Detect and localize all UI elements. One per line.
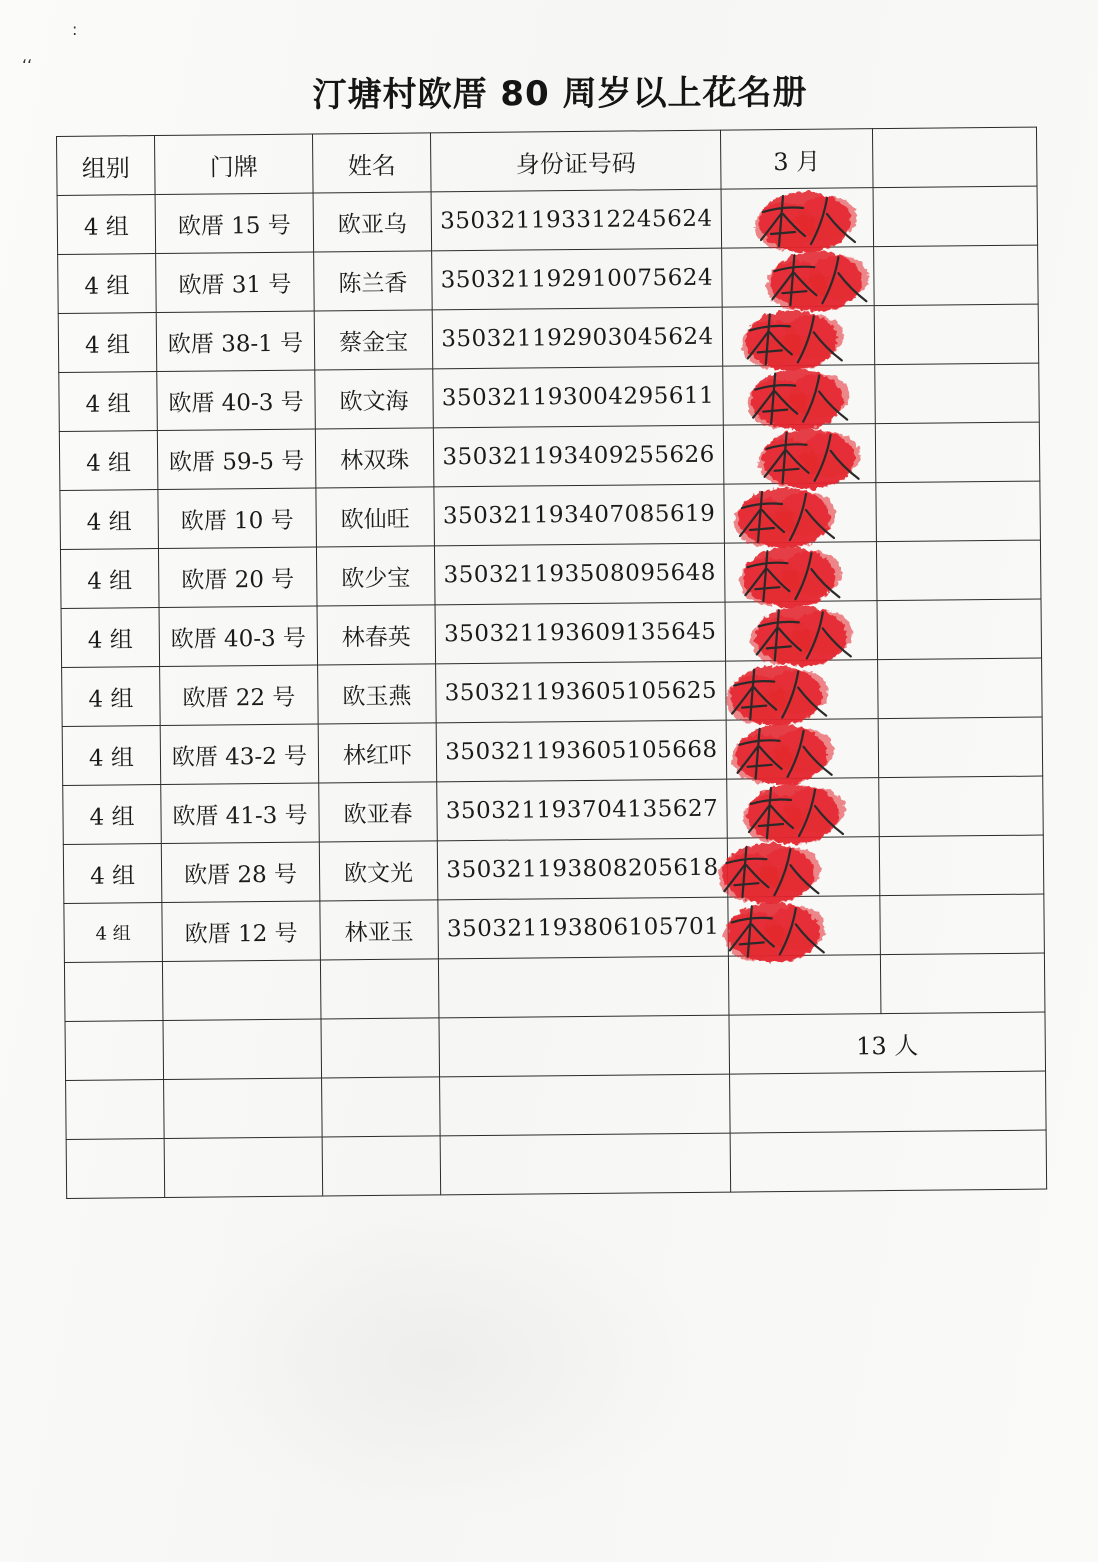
empty-cell: [440, 1074, 731, 1136]
cell-group: 4 组: [59, 431, 158, 491]
cell-id: 350321193806105701: [438, 897, 729, 959]
cell-group: 4 组: [62, 667, 161, 727]
cell-group: 4 组: [58, 313, 157, 373]
table-row: [63, 835, 1044, 903]
cell-group: 4 组: [63, 785, 162, 845]
cell-door: 欧厝 20 号: [158, 547, 317, 608]
cell-extra: [876, 540, 1041, 601]
paper-shadow: [180, 1200, 700, 1520]
cell-group: 4 组: [59, 372, 158, 432]
cell-door: 欧厝 28 号: [161, 842, 320, 903]
cell-extra: [876, 481, 1041, 542]
header-name: 姓名: [312, 133, 431, 193]
empty-cell: [163, 1019, 322, 1080]
header-extra: [872, 127, 1037, 188]
table-row: [58, 245, 1039, 313]
cell-extra: [879, 776, 1044, 837]
cell-id: 350321193312245624: [431, 189, 722, 251]
empty-cell: [322, 1136, 441, 1196]
table-row: [64, 894, 1045, 962]
cell-signature: [727, 778, 880, 838]
empty-row: [64, 953, 1045, 1021]
cell-door: 欧厝 22 号: [160, 665, 319, 726]
cell-name: 欧文海: [315, 369, 434, 429]
cell-id: 350321193508095648: [434, 543, 725, 605]
cell-group: 4 组: [57, 195, 156, 255]
cell-id: 350321193704135627: [437, 779, 728, 841]
empty-cell: [880, 953, 1045, 1014]
empty-cell: [64, 962, 163, 1022]
cell-name: 蔡金宝: [314, 310, 433, 370]
cell-signature: [724, 542, 877, 602]
cell-group: 4 组: [58, 254, 157, 314]
cell-name: 陈兰香: [314, 251, 433, 311]
cell-extra: [874, 245, 1039, 306]
header-door: 门牌: [155, 134, 314, 195]
table-row: [59, 422, 1040, 490]
roster-table: [56, 127, 1047, 1199]
cell-name: 林亚玉: [320, 900, 439, 960]
table-row: [60, 481, 1041, 549]
empty-cell: [439, 1015, 730, 1077]
cell-group: 4 组: [64, 903, 163, 963]
document-title: 汀塘村欧厝 80 周岁以上花名册: [312, 72, 808, 116]
cell-name: 林红吓: [318, 723, 437, 783]
cell-name: 欧亚春: [319, 782, 438, 842]
empty-row: [66, 1130, 1047, 1198]
cell-signature: [723, 424, 876, 484]
empty-cell: [438, 956, 729, 1018]
cell-extra: [877, 599, 1042, 660]
cell-signature: [726, 719, 879, 779]
cell-signature: [724, 483, 877, 543]
cell-group: 4 组: [60, 490, 159, 550]
cell-group: 4 组: [60, 549, 159, 609]
table-row: [57, 186, 1038, 254]
cell-signature: [725, 601, 878, 661]
empty-cell: [321, 1018, 440, 1078]
header-group: 组别: [57, 136, 156, 196]
table-row: [63, 776, 1044, 844]
empty-cell: [65, 1021, 164, 1081]
cell-name: 欧仙旺: [316, 487, 435, 547]
stray-mark: :: [72, 20, 78, 39]
cell-extra: [873, 186, 1038, 247]
roster-sheet: [56, 126, 1056, 1198]
cell-id: 350321193409255626: [433, 425, 724, 487]
cell-door: 欧厝 15 号: [155, 193, 314, 254]
table-row: [62, 658, 1043, 726]
cell-name: 欧少宝: [316, 546, 435, 606]
cell-door: 欧厝 59-5 号: [157, 429, 316, 490]
cell-door: 欧厝 12 号: [162, 901, 321, 962]
cell-group: 4 组: [62, 726, 161, 786]
table-row: [59, 363, 1040, 431]
cell-signature: [722, 247, 875, 307]
empty-cell: [66, 1139, 165, 1199]
cell-id: 350321193605105625: [436, 661, 727, 723]
cell-name: 欧文光: [319, 841, 438, 901]
cell-id: 350321193808205618: [437, 838, 728, 900]
cell-extra: [875, 422, 1040, 483]
header-row: [57, 127, 1038, 195]
cell-id: 350321193605105668: [436, 720, 727, 782]
cell-id: 350321193004295611: [433, 366, 724, 428]
empty-cell: [322, 1077, 441, 1137]
stray-mark: ʻʻ: [22, 56, 33, 75]
cell-signature: [726, 660, 879, 720]
empty-cell: [440, 1133, 731, 1195]
empty-cell: [728, 955, 881, 1015]
cell-name: 欧亚乌: [313, 192, 432, 252]
empty-cell: [164, 1078, 323, 1139]
cell-extra: [880, 894, 1045, 955]
cell-door: 欧厝 31 号: [156, 252, 315, 313]
cell-signature: [722, 306, 875, 366]
empty-cell: [164, 1137, 323, 1198]
empty-cell: [66, 1080, 165, 1140]
cell-signature: [721, 188, 874, 248]
empty-row: [66, 1071, 1047, 1139]
total-count: 13 人: [729, 1012, 1046, 1074]
cell-name: 欧玉燕: [318, 664, 437, 724]
header-month: 3 月: [720, 129, 873, 189]
cell-signature: [727, 837, 880, 897]
cell-extra: [878, 717, 1043, 778]
cell-group: 4 组: [63, 844, 162, 904]
empty-cell: [730, 1130, 1047, 1192]
cell-group: 4 组: [61, 608, 160, 668]
cell-door: 欧厝 38-1 号: [156, 311, 315, 372]
cell-extra: [879, 835, 1044, 896]
cell-id: 350321193609135645: [435, 602, 726, 664]
cell-extra: [874, 304, 1039, 365]
cell-extra: [875, 363, 1040, 424]
table-row: [62, 717, 1043, 785]
cell-door: 欧厝 40-3 号: [159, 606, 318, 667]
empty-cell: [320, 959, 439, 1019]
table-row: [61, 599, 1042, 667]
cell-extra: [878, 658, 1043, 719]
cell-signature: [723, 365, 876, 425]
total-row: [65, 1012, 1046, 1080]
cell-id: 350321192910075624: [432, 248, 723, 310]
cell-id: 350321193407085619: [434, 484, 725, 546]
cell-signature: [728, 896, 881, 956]
table-row: [60, 540, 1041, 608]
empty-cell: [730, 1071, 1047, 1133]
cell-door: 欧厝 40-3 号: [157, 370, 316, 431]
cell-name: 林双珠: [315, 428, 434, 488]
empty-cell: [162, 960, 321, 1021]
header-id: 身份证号码: [430, 130, 721, 192]
cell-door: 欧厝 10 号: [158, 488, 317, 549]
table-row: [58, 304, 1039, 372]
cell-name: 林春英: [317, 605, 436, 665]
cell-door: 欧厝 43-2 号: [160, 724, 319, 785]
cell-door: 欧厝 41-3 号: [161, 783, 320, 844]
cell-id: 350321192903045624: [432, 307, 723, 369]
